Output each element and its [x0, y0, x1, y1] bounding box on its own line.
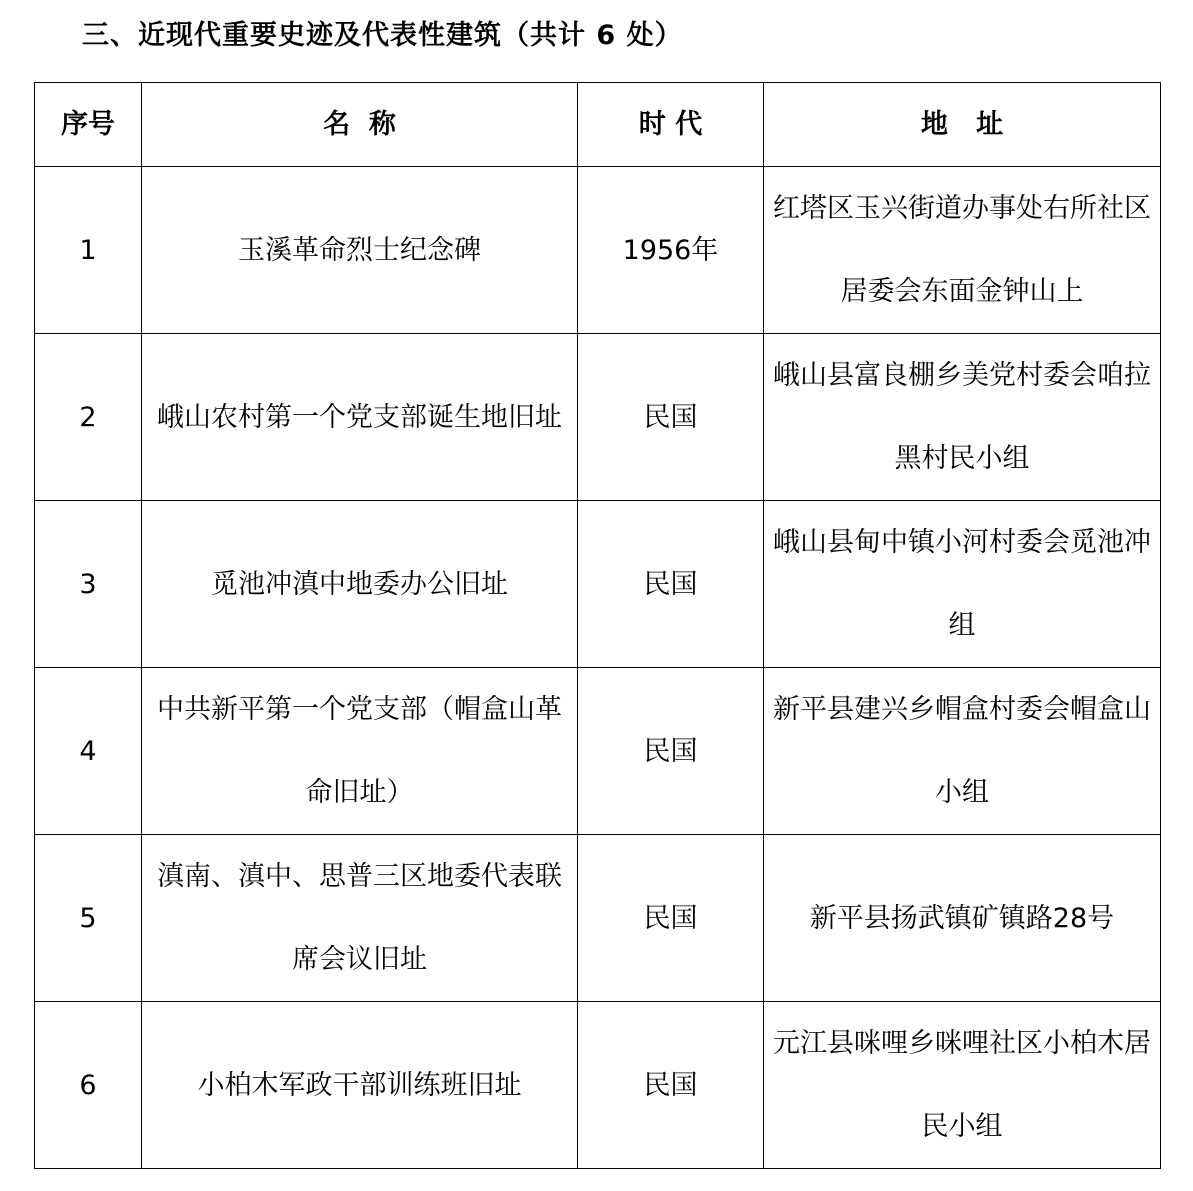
cell-address: [764, 835, 1161, 1002]
cell-seq: 6: [35, 1002, 142, 1169]
cell-era: 民国: [578, 1002, 764, 1169]
table-header: [35, 83, 1161, 167]
table-row: [35, 668, 1161, 835]
header-name: 名 称: [142, 83, 578, 167]
table-row: [35, 835, 1161, 1002]
cell-name-text: 滇南、滇中、思普三区地委代表联席会议旧址: [157, 861, 562, 975]
cell-seq: 3: [35, 501, 142, 668]
table-row: [35, 334, 1161, 501]
cell-address-text: 新平县扬武镇矿镇路28号: [809, 902, 1115, 934]
cell-name-text: 小柏木军政干部训练班旧址: [197, 1069, 522, 1101]
table-row: [35, 501, 1161, 668]
header-address: 地 址: [764, 83, 1161, 167]
table-row: [35, 1002, 1161, 1169]
cell-era: 民国: [578, 835, 764, 1002]
cell-seq: 4: [35, 668, 142, 835]
table-row: [35, 167, 1161, 334]
cell-era: 民国: [578, 334, 764, 501]
cell-era: 1956年: [578, 167, 764, 334]
cell-name: [142, 501, 578, 668]
cell-address-text: 峨山县甸中镇小河村委会觅池冲组: [773, 527, 1151, 641]
cell-address: [764, 1002, 1161, 1169]
cell-name: [142, 1002, 578, 1169]
cell-name: [142, 167, 578, 334]
cell-name: [142, 334, 578, 501]
cell-address-text: 新平县建兴乡帽盒村委会帽盒山小组: [773, 694, 1151, 808]
cell-era: 民国: [578, 668, 764, 835]
header-era: 时 代: [578, 83, 764, 167]
cell-address: [764, 501, 1161, 668]
cell-address: [764, 668, 1161, 835]
cell-name-text: 中共新平第一个党支部（帽盒山革命旧址）: [157, 694, 562, 808]
table-body: [35, 167, 1161, 1169]
cell-name: [142, 835, 578, 1002]
header-seq: 序号: [35, 83, 142, 167]
cell-address: [764, 167, 1161, 334]
cell-address-text: 元江县咪哩乡咪哩社区小柏木居民小组: [773, 1028, 1151, 1142]
cell-seq: 5: [35, 835, 142, 1002]
cell-seq: 1: [35, 167, 142, 334]
cell-address: [764, 334, 1161, 501]
cell-name-text: 玉溪革命烈士纪念碑: [238, 234, 481, 266]
cell-seq: 2: [35, 334, 142, 501]
cell-name: [142, 668, 578, 835]
cell-address-text: 峨山县富良棚乡美党村委会咱拉黑村民小组: [773, 360, 1151, 474]
historic-sites-table: [34, 82, 1161, 1169]
cell-address-text: 红塔区玉兴街道办事处右所社区居委会东面金钟山上: [773, 193, 1151, 307]
cell-era: 民国: [578, 501, 764, 668]
cell-name-text: 觅池冲滇中地委办公旧址: [211, 568, 508, 600]
document-title: 三、近现代重要史迹及代表性建筑（共计 6 处）: [82, 20, 683, 51]
cell-name-text: 峨山农村第一个党支部诞生地旧址: [157, 401, 562, 433]
header-row: [35, 83, 1161, 167]
